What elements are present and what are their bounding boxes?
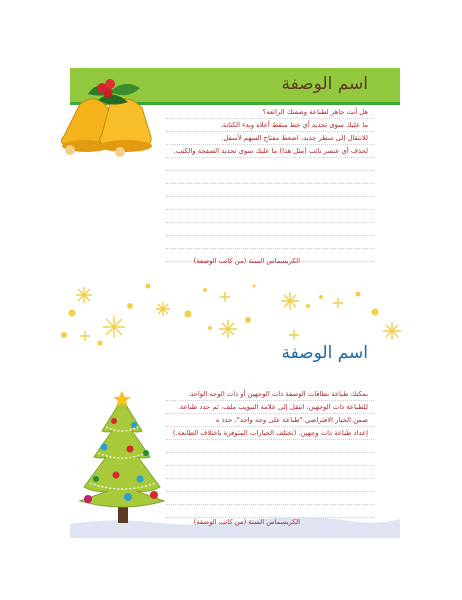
recipe-footer[interactable]: الكريسماس السنة (من كاتب الوصفة) (193, 518, 300, 526)
recipe-title[interactable]: اسم الوصفة (281, 343, 368, 363)
instruction-line: للطباعة ذات الوجهين، انتقل إلى علامة التبويب ملف، ثم حدد طباعة. (177, 403, 368, 411)
instruction-line: هل أنت جاهز لطباعة وصفتك الرائعة؟ (262, 108, 368, 116)
recipe-card-2 (70, 283, 400, 538)
instruction-line: ضمن الخيار الافتراضي "طباعة على وجه واحد"، حدد ه (215, 416, 368, 424)
instruction-line: لحذف أي عنصر نائب (مثل هذا) ما عليك سوى تحديد الصفحة والكتب. (173, 147, 368, 155)
instruction-line: بمكنك طباعة بطاقات الوصفة ذات الوجهين أو ذات الوجه الواحد. (187, 390, 368, 398)
recipe-title[interactable]: اسم الوصفة (281, 74, 368, 94)
dotted-lines (166, 388, 374, 518)
instruction-line: للانتقال إلى سطر جديد، اضغط مفتاح السهم لأسفل. (221, 134, 368, 142)
instruction-line: ما عليك سوى تحديد أي خط منقط أعلاه وبدء الكتابة. (220, 121, 368, 129)
recipe-footer[interactable]: الكريسماس السنة (من كاتب الوصفة) (193, 257, 300, 265)
recipe-card-1 (70, 68, 400, 273)
instruction-line: إعداد طباعة ذات وجهين. (تختلف الخيارات المتوفرة باختلاف الطابعة.) (172, 429, 368, 437)
dotted-lines (166, 106, 374, 262)
christmas-tree-icon (76, 391, 168, 526)
